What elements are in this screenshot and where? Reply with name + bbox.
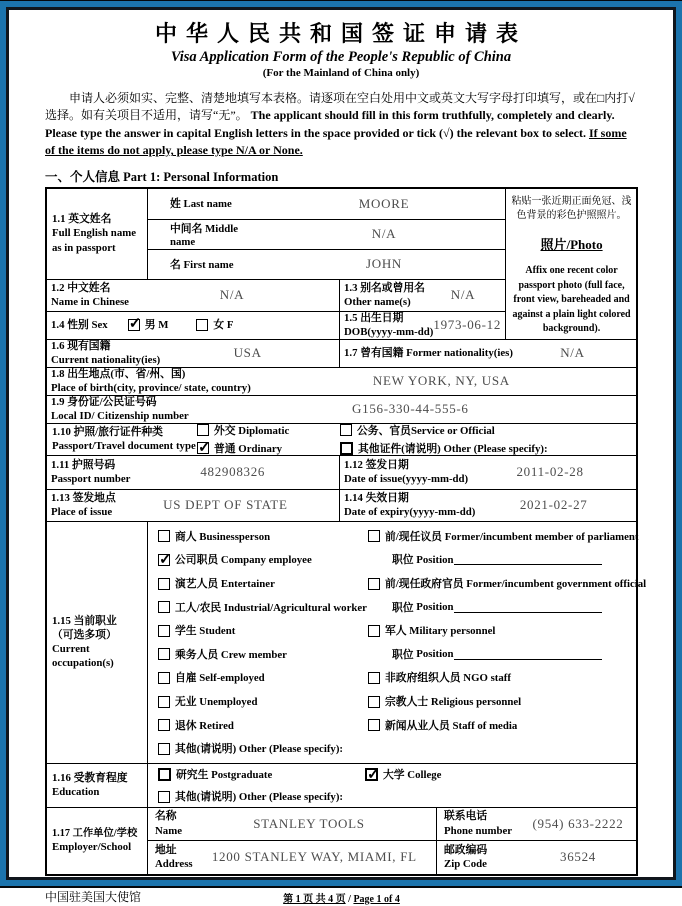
occupation-checkbox[interactable] [368, 578, 380, 590]
sex-male-option [128, 318, 169, 332]
occupation-item: 乘务人员 Crew member [158, 643, 368, 667]
diplomatic-checkbox[interactable] [197, 424, 209, 436]
field-1-7 [339, 340, 636, 367]
occupation-checkbox[interactable] [158, 672, 170, 684]
row-1-8 [47, 367, 636, 395]
occupation-checkbox[interactable] [368, 719, 380, 731]
name-subrow-label: 中间名 Middle name [170, 222, 239, 248]
row-1-17-name [148, 808, 636, 840]
row-group-names-photo [47, 189, 636, 339]
occupation-item: ✓ 公司职员 Company employee [158, 548, 368, 572]
instructions-emphasis: If some of the items do not apply, please type N/A or None. [45, 125, 627, 158]
occupation-checkbox[interactable] [158, 719, 170, 731]
issue-date-field[interactable]: 2011-02-28 [516, 463, 584, 479]
field-1-7-label: 1.7 曾有国籍 Former nationality(ies) [344, 347, 513, 360]
field-1-10-label: 1.10 护照/旅行证件种类 Passport/Travel document type [52, 425, 196, 453]
row-1-17-address [148, 840, 636, 874]
employer-address-cell [148, 841, 436, 874]
dob-field[interactable]: 1973-06-12 [433, 316, 502, 332]
field-1-4 [47, 312, 339, 339]
occupation-checkbox[interactable] [368, 625, 380, 637]
birthplace-field[interactable]: NEW YORK, NY, USA [372, 372, 510, 388]
row-1-6-1-7 [47, 339, 636, 367]
education-college: ✓ 大学 College [365, 767, 441, 782]
row-1-10 [47, 423, 636, 455]
page-footer [45, 888, 638, 904]
photo-title: 照片/Photo [540, 236, 603, 252]
occupation-checkbox[interactable] [158, 530, 170, 542]
doc-type-col2 [340, 424, 636, 455]
field-1-12-label: 1.12 签发日期 Date of issue(yyyy-mm-dd) [344, 459, 469, 486]
occupation-checkbox[interactable] [158, 578, 170, 590]
field-1-9-label: 1.9 身份证/公民证号码 Local ID/ Citizenship number [51, 396, 189, 423]
sex-female-option [196, 318, 233, 332]
employer-name-field[interactable]: STANLEY TOOLS [253, 815, 365, 831]
photo-instruction-en: Affix one recent color passport photo (full face, front view, bareheaded and against a plain light colored background). [512, 265, 631, 335]
field-1-13 [47, 490, 339, 521]
instructions-zh: 申请人必须如实、完整、清楚地填写本表格。请逐项在空白处用中文或英文大写字母打印填写，或在□内打√选择。如有关项目不适用，请写“无”。 [45, 91, 635, 123]
doc-type-diplomatic: 外交 Diplomatic [197, 423, 340, 438]
name-subrow [148, 189, 505, 219]
occupation-item: 无业 Unemployed [158, 690, 368, 714]
occupation-item: 演艺人员 Entertainer [158, 572, 368, 596]
form-note: (For the Mainland of China only) [262, 67, 420, 79]
occupation-item: 退休 Retired [158, 713, 368, 737]
field-1-13-label: 1.13 签发地点 Place of issue [51, 492, 116, 519]
page-number: 第 1 页 共 4 页 / Page 1 of 4 [283, 893, 400, 905]
row-1-13-1-14 [47, 489, 636, 521]
field-1-8-label: 1.8 出生地点(市、省/州、国) Place of birth(city, province/ state, country) [51, 368, 251, 395]
instructions-en: The applicant should fill in this form truthfully, completely and clearly. Please type the answer in capital English letters in the space provided or tick (√) the relevant box to select. [45, 108, 615, 140]
occupation-item: 自雇 Self-employed [158, 666, 368, 690]
row-1-11-1-12 [47, 455, 636, 489]
occupation-item: 宗教人士 Religious personnel [368, 690, 646, 714]
occupation-right-column [368, 525, 646, 760]
sex-male-checkbox[interactable] [128, 319, 140, 331]
form-title-zh: 中华人民共和国签证申请表 [154, 21, 527, 46]
ordinary-checkbox[interactable] [197, 442, 209, 454]
position-line: 职位 Position [368, 548, 646, 572]
employer-name-label: 名称 Name [155, 810, 182, 837]
occupation-checkbox[interactable] [158, 743, 170, 755]
field-1-14 [339, 490, 636, 521]
field-1-2 [47, 280, 339, 311]
name-value-field[interactable]: JOHN [366, 256, 403, 272]
sex-male-label: 男 M [144, 319, 169, 332]
other-name-field[interactable]: N/A [450, 286, 476, 302]
field-1-11 [47, 456, 339, 489]
occupation-item: 工人/农民 Industrial/Agricultural worker [158, 595, 368, 619]
occupation-cell [147, 522, 646, 763]
field-1-11-label: 1.11 护照号码 Passport number [51, 459, 131, 486]
occupation-item: 其他(请说明) Other (Please specify): [158, 737, 368, 761]
occupation-item: 新闻从业人员 Staff of media [368, 713, 646, 737]
education-postgraduate: 研究生 Postgraduate [158, 767, 365, 782]
occupation-checkbox[interactable] [158, 625, 170, 637]
occupation-item: 军人 Military personnel 职位 Position [368, 619, 646, 666]
service-checkbox[interactable] [340, 424, 352, 436]
form-title-en: Visa Application Form of the People's Republic of China [170, 49, 512, 65]
name-subrows [147, 189, 505, 279]
field-1-5-label: 1.5 出生日期 DOB(yyyy-mm-dd) [344, 312, 434, 339]
occupation-left-column [158, 525, 368, 760]
employer-address-field[interactable]: 1200 STANLEY WAY, MIAMI, FL [211, 849, 417, 865]
employer-phone-label: 联系电话 Phone number [444, 810, 513, 837]
sex-female-label: 女 F [213, 319, 234, 332]
row-1-4-1-5 [47, 311, 505, 339]
name-subrow-label: 姓 Last name [170, 198, 232, 211]
position-blank-field[interactable] [454, 554, 602, 565]
chinese-name-field[interactable]: N/A [219, 286, 245, 302]
doc-type-service: 公务、官员Service or Official [340, 423, 636, 438]
former-nationality-field[interactable]: N/A [560, 344, 585, 360]
employer-address-label: 地址 Address [155, 843, 193, 871]
field-1-12 [339, 456, 636, 489]
row-1-9 [47, 395, 636, 423]
instructions [45, 90, 638, 160]
field-1-3-label: 1.3 别名或曾用名 Other name(s) [344, 282, 425, 309]
occupation-item: 前/现任议员 Former/incumbent member of parliament 职位 Position [368, 525, 646, 572]
education-cell [147, 764, 636, 807]
row-1-17 [47, 807, 636, 874]
occupation-checkbox[interactable] [368, 672, 380, 684]
other-doc-checkbox[interactable] [340, 442, 353, 455]
local-id-field[interactable]: G156-330-44-555-6 [352, 400, 469, 416]
occupation-item: 商人 Businessperson [158, 525, 368, 549]
row-1-15 [47, 521, 647, 763]
photo-box [505, 189, 637, 339]
field-1-1-label: 1.1 英文姓名 Full English name as in passport [52, 213, 136, 254]
photo-instruction-zh: 粘贴一张近期正面免冠、浅色背景的彩色护照照片。 [511, 195, 632, 221]
employer-zip-field[interactable]: 36524 [560, 849, 596, 865]
field-1-17-label: 1.17 工作单位/学校 Employer/School [52, 827, 138, 854]
occupation-item: 学生 Student [158, 619, 368, 643]
doc-type-col1 [197, 424, 340, 455]
occupation-checkbox[interactable] [368, 530, 380, 542]
row-1-1 [47, 189, 505, 279]
field-1-16-label: 1.16 受教育程度 Education [52, 771, 128, 799]
embassy-label: 中国驻美国大使馆 [45, 889, 142, 904]
field-1-6-label: 1.6 现有国籍 Current nationality(ies) [51, 340, 161, 367]
passport-number-field[interactable]: 482908326 [200, 463, 266, 479]
form-table [45, 187, 647, 876]
position-line: 职位 Position [368, 595, 646, 619]
name-subrow [148, 249, 505, 279]
occupation-checkbox[interactable] [158, 696, 170, 708]
field-1-6 [47, 340, 339, 367]
employer-phone-cell [436, 808, 636, 840]
position-line: 职位 Position [368, 643, 646, 667]
position-blank-field[interactable] [454, 602, 602, 613]
issue-place-field[interactable]: US DEPT OF STATE [163, 496, 288, 512]
employer-name-cell [148, 808, 436, 840]
field-1-3 [339, 280, 505, 311]
occupation-item: 前/现任政府官员 Former/incumbent government official 职位 Position [368, 572, 646, 619]
name-value-field[interactable]: N/A [371, 226, 397, 242]
field-1-15-label: 1.15 当前职业 （可选多项） Current occupation(s) [52, 614, 117, 670]
college-checkbox[interactable] [365, 768, 378, 781]
occupation-checkbox[interactable] [158, 648, 170, 660]
field-1-14-label: 1.14 失效日期 Date of expiry(yyyy-mm-dd) [344, 492, 476, 519]
field-1-9 [47, 396, 636, 423]
row-1-16 [47, 763, 636, 807]
education-other-checkbox[interactable] [158, 791, 170, 803]
form-page [6, 7, 676, 905]
occupation-checkbox[interactable] [368, 696, 380, 708]
row-1-2-1-3 [47, 279, 505, 311]
postgraduate-checkbox[interactable] [158, 768, 171, 781]
doc-type-other: 其他证件(请说明) Other (Please specify): [340, 441, 636, 456]
employer-zip-cell [436, 841, 636, 874]
expiry-date-field[interactable]: 2021-02-27 [519, 496, 588, 512]
field-1-5 [339, 312, 505, 339]
employer-zip-label: 邮政编码 Zip Code [444, 843, 488, 871]
field-1-8 [47, 368, 636, 395]
field-1-2-label: 1.2 中文姓名 Name in Chinese [51, 282, 129, 309]
sex-female-checkbox[interactable] [196, 319, 208, 331]
position-blank-field[interactable] [454, 649, 602, 660]
name-subrow [148, 219, 505, 249]
name-subrow-label: 名 First name [170, 258, 234, 271]
nationality-field[interactable]: USA [233, 344, 262, 360]
education-other: 其他(请说明) Other (Please specify): [158, 789, 343, 804]
occupation-checkbox[interactable] [158, 554, 170, 566]
field-1-4-label: 1.4 性别 Sex [51, 319, 108, 332]
employer-phone-field[interactable]: (954) 633-2222 [532, 815, 624, 831]
name-value-field[interactable]: MOORE [358, 195, 410, 211]
occupation-checkbox[interactable] [158, 601, 170, 613]
part1-heading: 一、个人信息 Part 1: Personal Information [45, 169, 279, 184]
occupation-item: 非政府组织人员 NGO staff [368, 666, 646, 690]
doc-type-ordinary: ✓ 普通 Ordinary [197, 441, 340, 456]
